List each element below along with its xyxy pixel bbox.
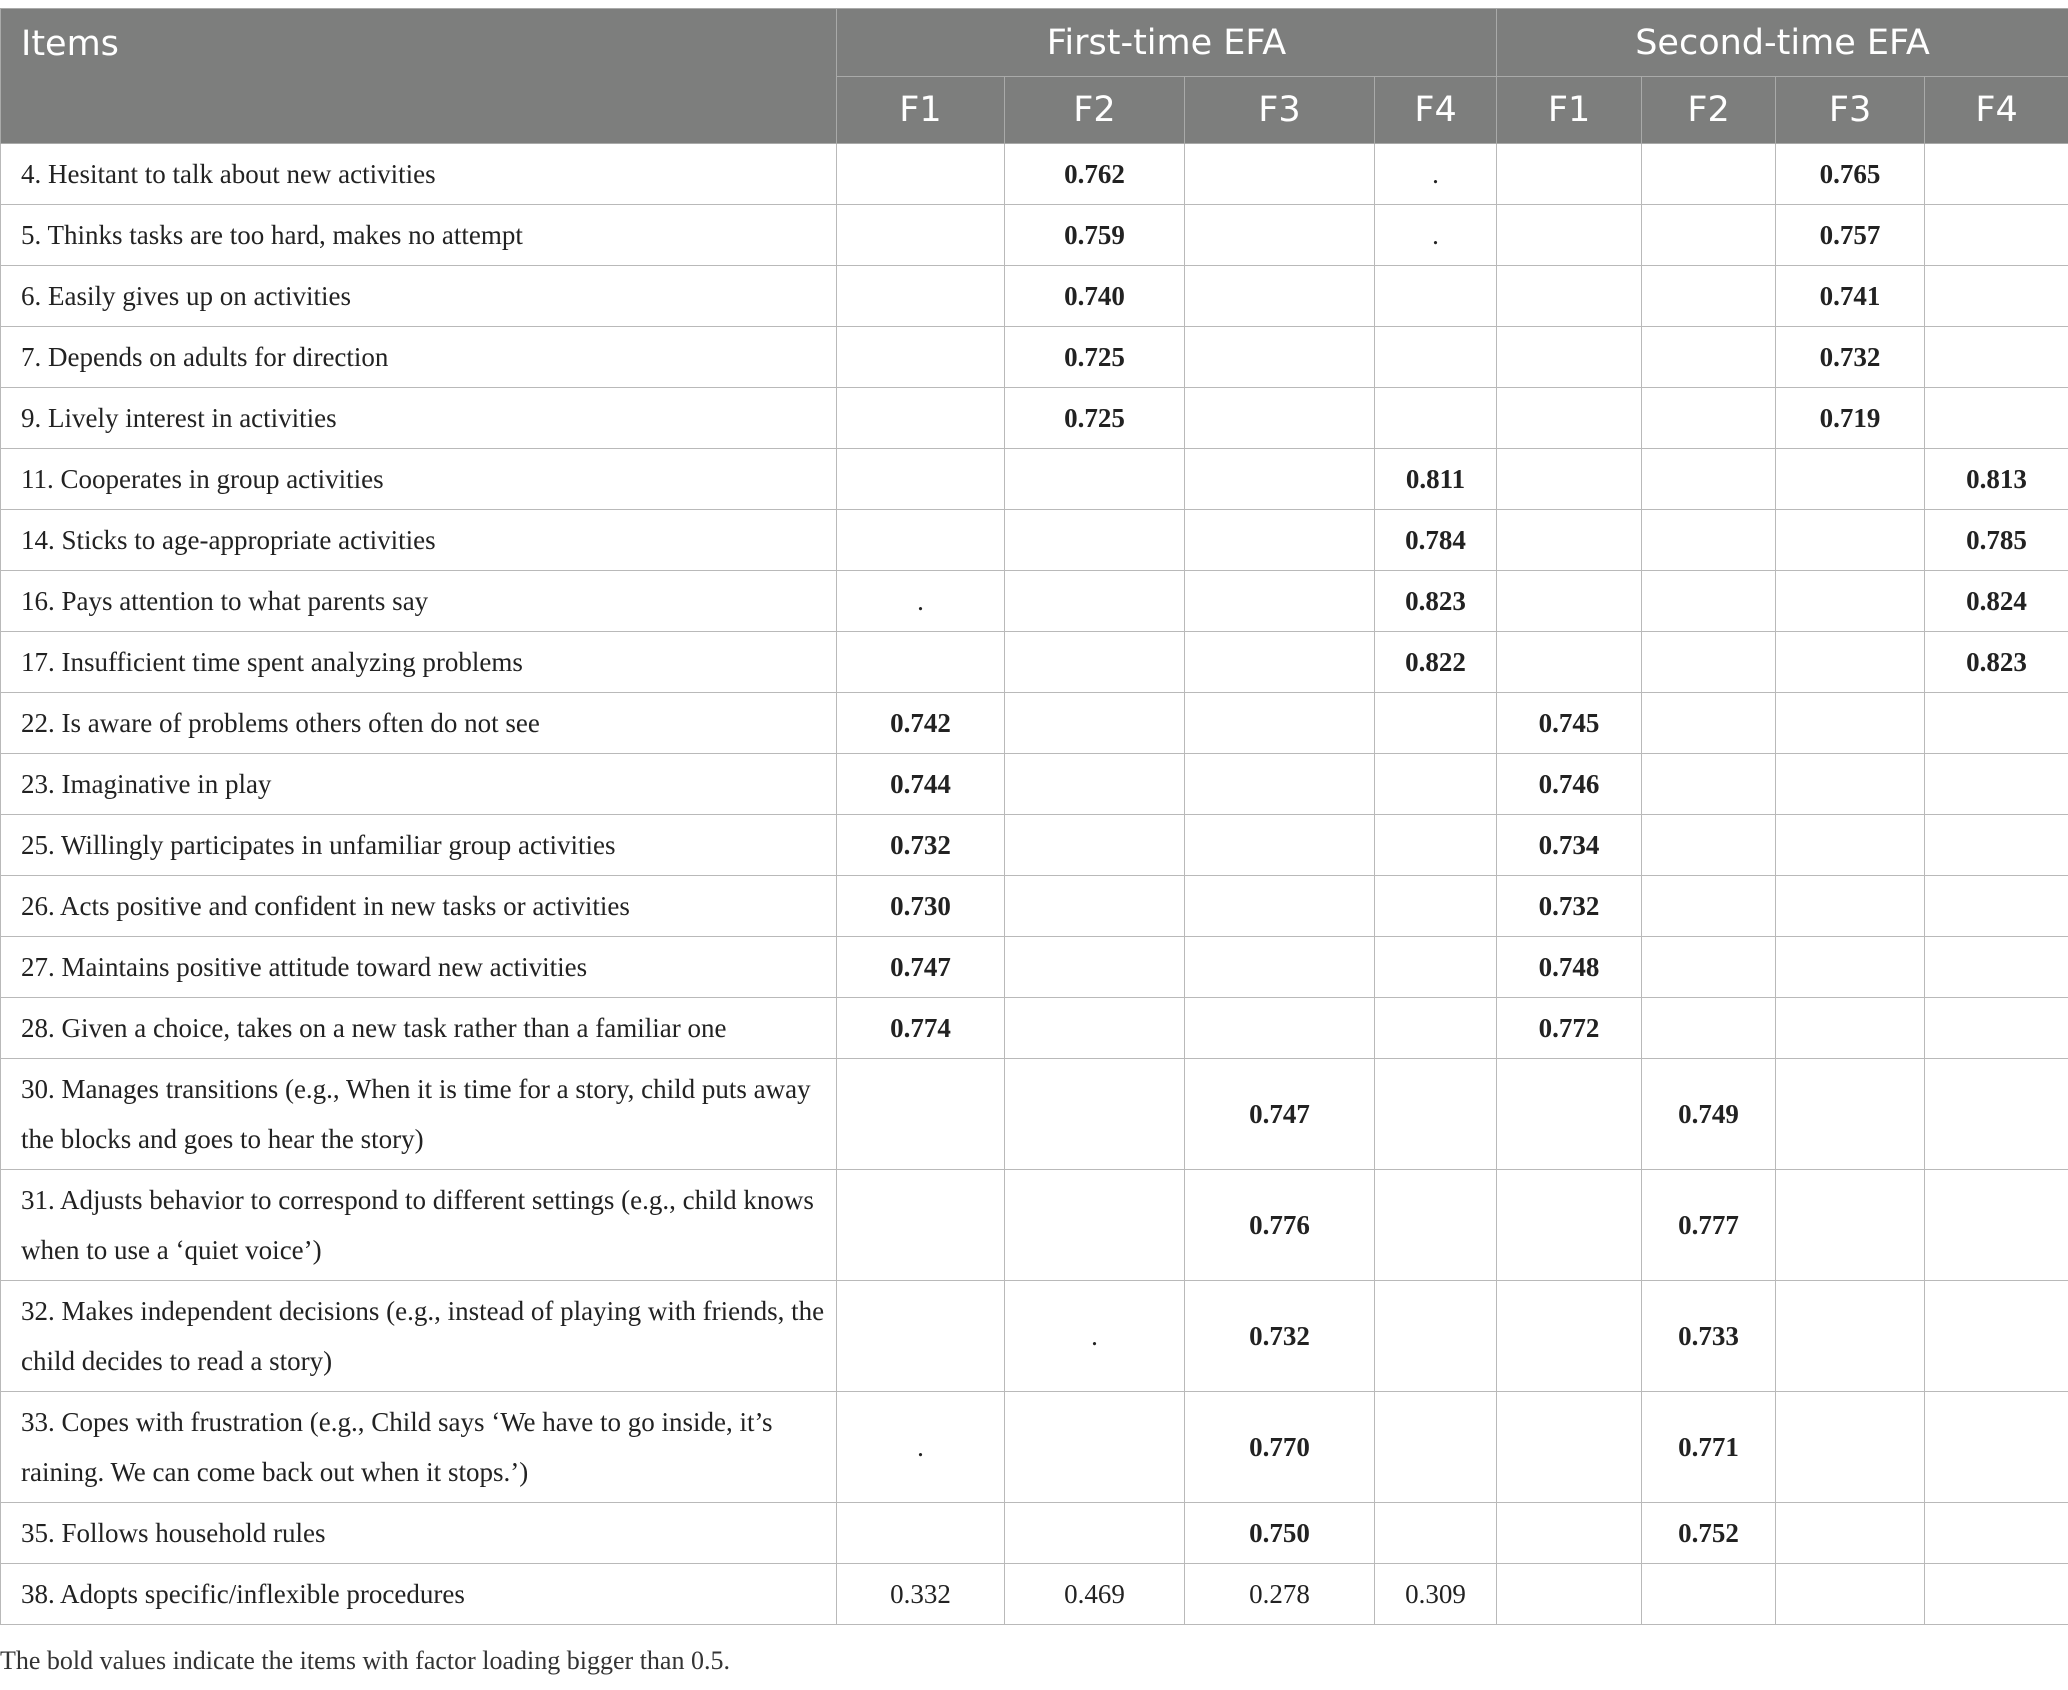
loading-cell [1375, 937, 1497, 998]
loading-cell [1925, 1392, 2068, 1503]
item-label: 9. Lively interest in activities [1, 388, 837, 449]
loading-cell: 0.822 [1375, 632, 1497, 693]
loading-cell [1185, 510, 1375, 571]
loading-cell [1497, 571, 1642, 632]
loading-cell [1642, 754, 1776, 815]
loading-cell [1776, 632, 1925, 693]
item-label: 38. Adopts specific/inflexible procedures [1, 1564, 837, 1625]
table-row [1, 632, 2068, 693]
loading-cell: 0.725 [1005, 388, 1185, 449]
loading-cell: 0.744 [837, 754, 1005, 815]
loading-cell [1925, 1059, 2068, 1170]
loading-cell [1497, 632, 1642, 693]
loading-cell: 0.765 [1776, 144, 1925, 205]
loading-cell [1925, 1564, 2068, 1625]
loading-cell [1375, 327, 1497, 388]
table-row [1, 1281, 2068, 1392]
item-label: 33. Copes with frustration (e.g., Child says ‘We have to go inside, it’s raining. We can come back out when it stops.’) [1, 1392, 837, 1503]
loading-cell: 0.719 [1776, 388, 1925, 449]
table-row [1, 815, 2068, 876]
loading-cell [1375, 1392, 1497, 1503]
loading-cell: 0.332 [837, 1564, 1005, 1625]
loading-cell [1925, 1503, 2068, 1564]
loading-cell [1185, 632, 1375, 693]
item-label: 27. Maintains positive attitude toward new activities [1, 937, 837, 998]
loading-cell [1925, 266, 2068, 327]
loading-cell [1375, 1170, 1497, 1281]
loading-cell [1005, 1392, 1185, 1503]
item-label: 25. Willingly participates in unfamiliar group activities [1, 815, 837, 876]
item-label: 32. Makes independent decisions (e.g., instead of playing with friends, the child decides to read a story) [1, 1281, 837, 1392]
loading-cell: 0.742 [837, 693, 1005, 754]
table-row [1, 937, 2068, 998]
loading-cell [1776, 937, 1925, 998]
loading-cell [1925, 144, 2068, 205]
item-label: 7. Depends on adults for direction [1, 327, 837, 388]
loading-cell [1185, 998, 1375, 1059]
loading-cell [1776, 1281, 1925, 1392]
loading-cell [1497, 1059, 1642, 1170]
loading-cell: . [1375, 144, 1497, 205]
loading-cell [1642, 327, 1776, 388]
loading-cell [837, 144, 1005, 205]
table-row [1, 144, 2068, 205]
factor-header: F3 [1185, 77, 1375, 144]
loading-cell [1005, 754, 1185, 815]
loading-cell: 0.823 [1925, 632, 2068, 693]
loading-cell: 0.732 [837, 815, 1005, 876]
loading-cell [837, 1059, 1005, 1170]
loading-cell [1776, 876, 1925, 937]
loading-cell: 0.785 [1925, 510, 2068, 571]
loading-cell [1642, 998, 1776, 1059]
loading-cell: 0.469 [1005, 1564, 1185, 1625]
loading-cell [1005, 1059, 1185, 1170]
item-label: 23. Imaginative in play [1, 754, 837, 815]
loading-cell [1925, 937, 2068, 998]
loading-cell [1925, 327, 2068, 388]
loading-cell [1642, 632, 1776, 693]
loading-cell [1776, 1564, 1925, 1625]
loading-cell [1642, 388, 1776, 449]
factor-header: F4 [1375, 77, 1497, 144]
item-label: 30. Manages transitions (e.g., When it is time for a story, child puts away the blocks and goes to hear the story) [1, 1059, 837, 1170]
loading-cell: 0.749 [1642, 1059, 1776, 1170]
loading-cell [1497, 205, 1642, 266]
loading-cell: 0.725 [1005, 327, 1185, 388]
loading-cell [1642, 266, 1776, 327]
loading-cell [1776, 1392, 1925, 1503]
loading-cell: 0.741 [1776, 266, 1925, 327]
table-row [1, 1564, 2068, 1625]
loading-cell: 0.732 [1776, 327, 1925, 388]
loading-cell: 0.740 [1005, 266, 1185, 327]
loading-cell: 0.784 [1375, 510, 1497, 571]
loading-cell: 0.771 [1642, 1392, 1776, 1503]
loading-cell [1185, 205, 1375, 266]
loading-cell: 0.750 [1185, 1503, 1375, 1564]
item-label: 5. Thinks tasks are too hard, makes no attempt [1, 205, 837, 266]
loading-cell [1776, 754, 1925, 815]
item-label: 28. Given a choice, takes on a new task rather than a familiar one [1, 998, 837, 1059]
loading-cell [1925, 876, 2068, 937]
loading-cell [1642, 815, 1776, 876]
table-row [1, 205, 2068, 266]
table-row [1, 1170, 2068, 1281]
loading-cell: 0.811 [1375, 449, 1497, 510]
item-label: 16. Pays attention to what parents say [1, 571, 837, 632]
loading-cell [837, 449, 1005, 510]
loading-cell [1005, 998, 1185, 1059]
loading-cell [1925, 815, 2068, 876]
loading-cell [1185, 815, 1375, 876]
loading-cell [1185, 754, 1375, 815]
loading-cell: 0.746 [1497, 754, 1642, 815]
loading-cell: 0.309 [1375, 1564, 1497, 1625]
loading-cell [1642, 510, 1776, 571]
loading-cell: 0.732 [1497, 876, 1642, 937]
loading-cell: . [837, 571, 1005, 632]
loading-cell [1375, 266, 1497, 327]
loading-cell [1497, 1392, 1642, 1503]
loading-cell [1925, 754, 2068, 815]
loading-cell [1375, 1059, 1497, 1170]
loading-cell [1497, 1170, 1642, 1281]
second-time-efa-header: Second-time EFA [1497, 9, 2068, 77]
loading-cell [1642, 205, 1776, 266]
loading-cell [1497, 144, 1642, 205]
loading-cell [1005, 449, 1185, 510]
loading-cell [1925, 693, 2068, 754]
efa-table-container [0, 8, 2068, 1625]
loading-cell [1375, 754, 1497, 815]
table-row [1, 1392, 2068, 1503]
loading-cell [1185, 693, 1375, 754]
table-row [1, 327, 2068, 388]
table-row [1, 754, 2068, 815]
loading-cell [1776, 449, 1925, 510]
loading-cell [837, 327, 1005, 388]
loading-cell [1497, 327, 1642, 388]
loading-cell: 0.730 [837, 876, 1005, 937]
loading-cell [1925, 205, 2068, 266]
table-body [1, 144, 2068, 1625]
loading-cell [1642, 571, 1776, 632]
loading-cell [1005, 571, 1185, 632]
table-row [1, 998, 2068, 1059]
factor-header: F4 [1925, 77, 2068, 144]
table-row [1, 693, 2068, 754]
loading-cell [837, 388, 1005, 449]
first-time-efa-header: First-time EFA [837, 9, 1497, 77]
loading-cell: . [1375, 205, 1497, 266]
loading-cell: 0.770 [1185, 1392, 1375, 1503]
loading-cell [1185, 327, 1375, 388]
loading-cell: 0.824 [1925, 571, 2068, 632]
loading-cell [1925, 1170, 2068, 1281]
loading-cell: 0.732 [1185, 1281, 1375, 1392]
loading-cell [1642, 144, 1776, 205]
loading-cell [1776, 815, 1925, 876]
loading-cell [1185, 388, 1375, 449]
items-header: Items [1, 9, 837, 144]
table-row [1, 571, 2068, 632]
loading-cell [1005, 1170, 1185, 1281]
loading-cell [1776, 693, 1925, 754]
loading-cell [1497, 449, 1642, 510]
item-label: 4. Hesitant to talk about new activities [1, 144, 837, 205]
item-label: 22. Is aware of problems others often do not see [1, 693, 837, 754]
loading-cell [1375, 1503, 1497, 1564]
table-row [1, 1059, 2068, 1170]
factor-header: F1 [837, 77, 1005, 144]
item-label: 17. Insufficient time spent analyzing problems [1, 632, 837, 693]
loading-cell [1776, 510, 1925, 571]
loading-cell: 0.747 [837, 937, 1005, 998]
loading-cell [1776, 571, 1925, 632]
table-row [1, 1503, 2068, 1564]
loading-cell [837, 1170, 1005, 1281]
loading-cell [837, 205, 1005, 266]
table-footnote: The bold values indicate the items with factor loading bigger than 0.5. [0, 1646, 730, 1675]
loading-cell [1776, 1503, 1925, 1564]
loading-cell: 0.734 [1497, 815, 1642, 876]
loading-cell [1185, 937, 1375, 998]
loading-cell [1005, 815, 1185, 876]
loading-cell [1497, 510, 1642, 571]
table-row [1, 449, 2068, 510]
table-header [1, 9, 2068, 144]
loading-cell [1185, 449, 1375, 510]
loading-cell: 0.278 [1185, 1564, 1375, 1625]
loading-cell: 0.747 [1185, 1059, 1375, 1170]
loading-cell: 0.745 [1497, 693, 1642, 754]
loading-cell [1776, 1170, 1925, 1281]
loading-cell [1497, 1564, 1642, 1625]
loading-cell [1776, 1059, 1925, 1170]
loading-cell [1375, 388, 1497, 449]
loading-cell [1375, 1281, 1497, 1392]
loading-cell [1005, 1503, 1185, 1564]
loading-cell: . [1005, 1281, 1185, 1392]
loading-cell [1005, 876, 1185, 937]
loading-cell: 0.813 [1925, 449, 2068, 510]
loading-cell: . [837, 1392, 1005, 1503]
loading-cell: 0.774 [837, 998, 1005, 1059]
loading-cell [1375, 876, 1497, 937]
loading-cell [1642, 1564, 1776, 1625]
loading-cell: 0.777 [1642, 1170, 1776, 1281]
factor-header: F3 [1776, 77, 1925, 144]
loading-cell [1375, 998, 1497, 1059]
loading-cell [1005, 510, 1185, 571]
loading-cell [1497, 266, 1642, 327]
loading-cell [837, 632, 1005, 693]
factor-header: F2 [1642, 77, 1776, 144]
loading-cell [1497, 1503, 1642, 1564]
loading-cell [837, 1281, 1005, 1392]
factor-header: F2 [1005, 77, 1185, 144]
loading-cell [1005, 693, 1185, 754]
loading-cell [1005, 937, 1185, 998]
item-label: 35. Follows household rules [1, 1503, 837, 1564]
item-label: 26. Acts positive and confident in new tasks or activities [1, 876, 837, 937]
loading-cell [837, 510, 1005, 571]
loading-cell: 0.772 [1497, 998, 1642, 1059]
loading-cell [1185, 144, 1375, 205]
loading-cell [1185, 571, 1375, 632]
item-label: 6. Easily gives up on activities [1, 266, 837, 327]
factor-loading-table [0, 8, 2068, 1625]
loading-cell [1185, 266, 1375, 327]
item-label: 31. Adjusts behavior to correspond to different settings (e.g., child knows when to use a ‘quiet voice’) [1, 1170, 837, 1281]
table-row [1, 510, 2068, 571]
loading-cell [1497, 388, 1642, 449]
loading-cell [1375, 815, 1497, 876]
loading-cell: 0.733 [1642, 1281, 1776, 1392]
table-row [1, 266, 2068, 327]
loading-cell [1642, 876, 1776, 937]
loading-cell: 0.823 [1375, 571, 1497, 632]
loading-cell [1642, 449, 1776, 510]
loading-cell: 0.762 [1005, 144, 1185, 205]
item-label: 14. Sticks to age-appropriate activities [1, 510, 837, 571]
loading-cell: 0.757 [1776, 205, 1925, 266]
loading-cell [837, 1503, 1005, 1564]
loading-cell [837, 266, 1005, 327]
loading-cell [1925, 388, 2068, 449]
loading-cell [1005, 632, 1185, 693]
factor-header: F1 [1497, 77, 1642, 144]
loading-cell [1925, 1281, 2068, 1392]
loading-cell [1925, 998, 2068, 1059]
loading-cell [1642, 693, 1776, 754]
loading-cell [1185, 876, 1375, 937]
loading-cell: 0.752 [1642, 1503, 1776, 1564]
loading-cell: 0.759 [1005, 205, 1185, 266]
loading-cell [1776, 998, 1925, 1059]
item-label: 11. Cooperates in group activities [1, 449, 837, 510]
loading-cell [1642, 937, 1776, 998]
loading-cell: 0.748 [1497, 937, 1642, 998]
table-row [1, 388, 2068, 449]
loading-cell: 0.776 [1185, 1170, 1375, 1281]
table-row [1, 876, 2068, 937]
loading-cell [1375, 693, 1497, 754]
loading-cell [1497, 1281, 1642, 1392]
